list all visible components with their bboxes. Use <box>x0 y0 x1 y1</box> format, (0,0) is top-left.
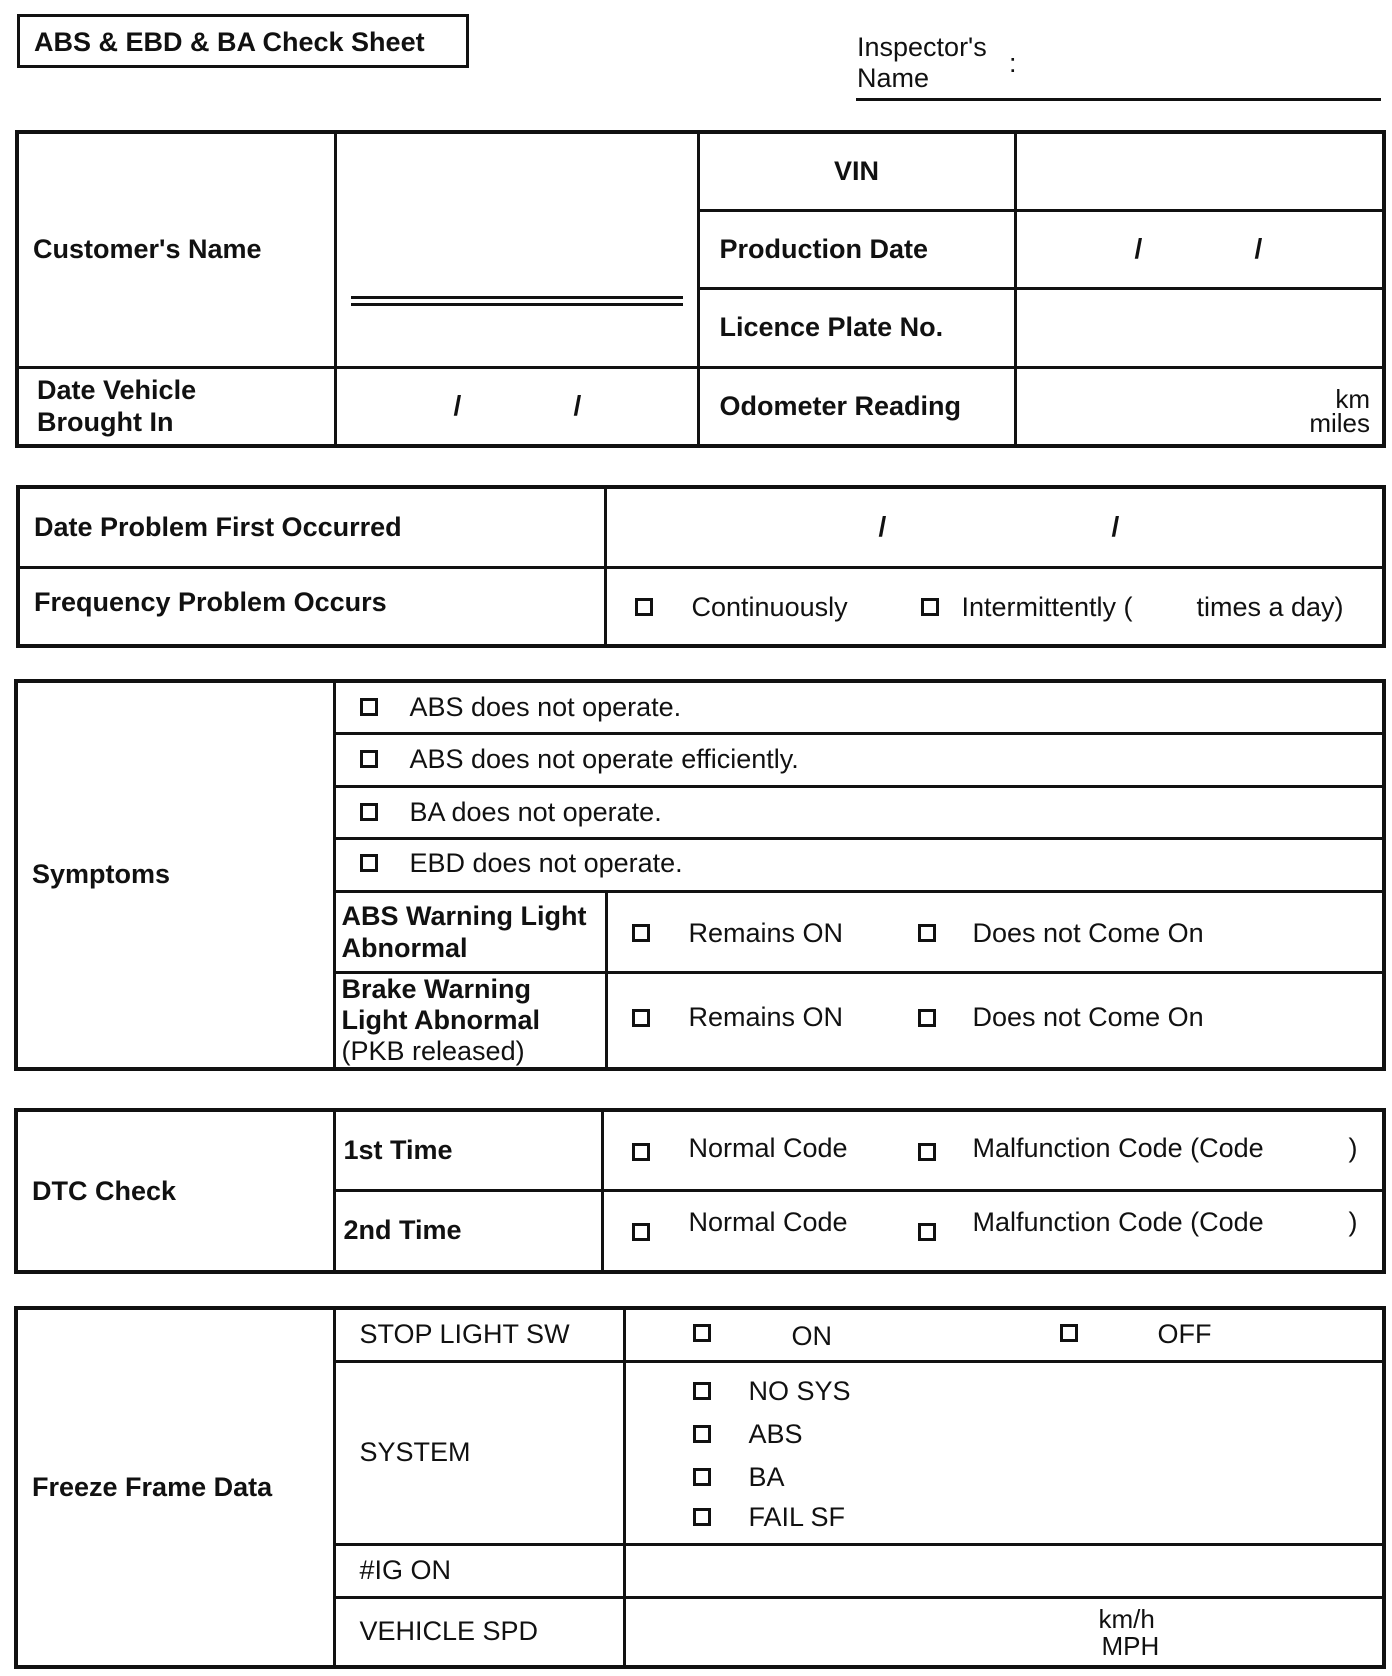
abs-warning-light-label <box>334 891 606 972</box>
production-date-label: Production Date <box>698 210 1015 288</box>
checkbox-icon[interactable] <box>693 1324 711 1342</box>
licence-plate-label: Licence Plate No. <box>698 288 1015 367</box>
checkbox-icon[interactable] <box>921 598 939 616</box>
system-option: NO SYS <box>748 1376 851 1406</box>
inspector-name-field[interactable] <box>856 98 1381 101</box>
normal-code-label: Normal Code <box>688 1206 848 1237</box>
vin-label: VIN <box>698 132 1015 210</box>
stop-light-sw-label: STOP LIGHT SW <box>334 1308 624 1361</box>
checkbox-icon[interactable] <box>918 1143 936 1161</box>
abs-warning-line2: Abnormal <box>341 932 468 963</box>
date-slash: / <box>573 390 582 422</box>
inspector-name-label <box>857 32 987 94</box>
symptom-text: EBD does not operate. <box>409 848 683 878</box>
vehicle-spd-label: VEHICLE SPD <box>334 1597 624 1667</box>
unit-miles: miles <box>1309 407 1370 438</box>
date-brought-in-field[interactable] <box>335 367 698 446</box>
checkbox-icon[interactable] <box>632 1009 650 1027</box>
checkbox-icon[interactable] <box>632 1143 650 1161</box>
close-paren: ) <box>1348 1206 1358 1237</box>
date-first-occurred-field[interactable] <box>605 487 1384 567</box>
first-time-options <box>602 1110 1384 1190</box>
unit-kmh: km/h <box>1098 1603 1155 1634</box>
system-option: BA <box>748 1462 785 1492</box>
system-options <box>624 1361 1384 1544</box>
date-slash: / <box>453 390 462 422</box>
odometer-field[interactable] <box>1015 367 1384 446</box>
on-label: ON <box>791 1321 832 1352</box>
inspector-colon: : <box>1009 48 1017 78</box>
close-paren: ) <box>1348 1133 1358 1164</box>
brake-warning-light-label <box>334 972 606 1069</box>
date-brought-in-label <box>17 367 335 446</box>
vin-field[interactable] <box>1015 132 1384 210</box>
malfunction-code-label: Malfunction Code (Code <box>972 1133 1264 1164</box>
checkbox-icon[interactable] <box>360 750 378 768</box>
customer-name-label: Customer's Name <box>17 132 335 367</box>
inspector-label-line2: Name <box>857 63 930 93</box>
brake-warning-line1: Brake Warning <box>341 973 532 1004</box>
brake-warning-line2: Light Abnormal <box>341 1004 540 1035</box>
licence-plate-field[interactable] <box>1015 288 1384 367</box>
checkbox-icon[interactable] <box>918 1009 936 1027</box>
vehicle-spd-field[interactable] <box>624 1597 1384 1667</box>
problem-table <box>16 485 1386 648</box>
checkbox-icon[interactable] <box>693 1382 711 1400</box>
customer-name-double-underline <box>351 296 683 306</box>
title-text: ABS & EBD & BA Check Sheet <box>34 27 425 57</box>
normal-code-label: Normal Code <box>688 1133 848 1164</box>
second-time-label: 2nd Time <box>334 1190 602 1272</box>
checkbox-icon[interactable] <box>918 1223 936 1241</box>
date-first-occurred-label: Date Problem First Occurred <box>18 487 605 567</box>
ig-on-label: #IG ON <box>334 1544 624 1597</box>
symptom-row <box>334 681 1384 733</box>
checkbox-icon[interactable] <box>360 803 378 821</box>
system-label: SYSTEM <box>334 1361 624 1544</box>
page-title <box>17 14 469 68</box>
date-slash: / <box>1111 511 1120 543</box>
freeze-frame-table <box>14 1306 1386 1669</box>
date-slash: / <box>1134 233 1143 264</box>
checkbox-icon[interactable] <box>918 924 936 942</box>
customer-name-field[interactable] <box>335 132 698 367</box>
dtc-check-table <box>14 1108 1386 1274</box>
checkbox-icon[interactable] <box>360 854 378 872</box>
frequency-options <box>605 567 1384 646</box>
off-label: OFF <box>1157 1319 1212 1350</box>
first-time-label: 1st Time <box>334 1110 602 1190</box>
malfunction-code-label: Malfunction Code (Code <box>972 1206 1264 1237</box>
frequency-label: Frequency Problem Occurs <box>18 567 605 646</box>
stop-light-options <box>624 1308 1384 1361</box>
brake-warning-options <box>606 972 1384 1069</box>
checkbox-icon[interactable] <box>693 1468 711 1486</box>
symptom-text: ABS does not operate. <box>409 692 682 723</box>
dtc-check-label: DTC Check <box>16 1110 334 1272</box>
second-time-options <box>602 1190 1384 1272</box>
checkbox-icon[interactable] <box>632 1223 650 1241</box>
unit-mph: MPH <box>1101 1630 1160 1661</box>
symptom-text: ABS does not operate efficiently. <box>409 744 799 774</box>
production-date-field[interactable] <box>1015 210 1384 288</box>
date-slash: / <box>1254 233 1263 264</box>
symptoms-table <box>14 679 1386 1071</box>
checkbox-icon[interactable] <box>693 1508 711 1526</box>
remains-on-label: Remains ON <box>688 918 844 948</box>
freeze-frame-label: Freeze Frame Data <box>16 1308 334 1667</box>
unit-km: km <box>1335 383 1370 414</box>
ig-on-field[interactable] <box>624 1544 1384 1597</box>
times-a-day-label: times a day) <box>1196 591 1344 622</box>
symptom-row <box>334 838 1384 891</box>
does-not-come-on-label: Does not Come On <box>972 1002 1204 1032</box>
abs-warning-options <box>606 891 1384 972</box>
symptom-row <box>334 786 1384 838</box>
intermittently-label: Intermittently ( <box>961 591 1133 622</box>
system-option: FAIL SF <box>748 1502 846 1532</box>
symptom-text: BA does not operate. <box>409 797 662 827</box>
checkbox-icon[interactable] <box>1060 1324 1078 1342</box>
checkbox-icon[interactable] <box>632 924 650 942</box>
symptoms-label: Symptoms <box>16 681 334 1069</box>
odometer-label: Odometer Reading <box>698 367 1015 446</box>
does-not-come-on-label: Does not Come On <box>972 918 1204 948</box>
abs-warning-line1: ABS Warning Light <box>341 900 587 931</box>
vehicle-info-table <box>15 130 1386 448</box>
symptom-row <box>334 733 1384 786</box>
date-brought-in-line1: Date Vehicle <box>37 375 197 406</box>
date-slash: / <box>878 511 887 543</box>
checkbox-icon[interactable] <box>635 598 653 616</box>
date-brought-in-line2: Brought In <box>37 407 174 438</box>
remains-on-label: Remains ON <box>688 1002 844 1032</box>
checkbox-icon[interactable] <box>693 1425 711 1443</box>
inspector-label-line1: Inspector's <box>857 32 987 62</box>
checkbox-icon[interactable] <box>360 698 378 716</box>
brake-warning-line3: (PKB released) <box>341 1035 525 1066</box>
system-option: ABS <box>748 1419 803 1449</box>
continuously-label: Continuously <box>691 591 848 622</box>
